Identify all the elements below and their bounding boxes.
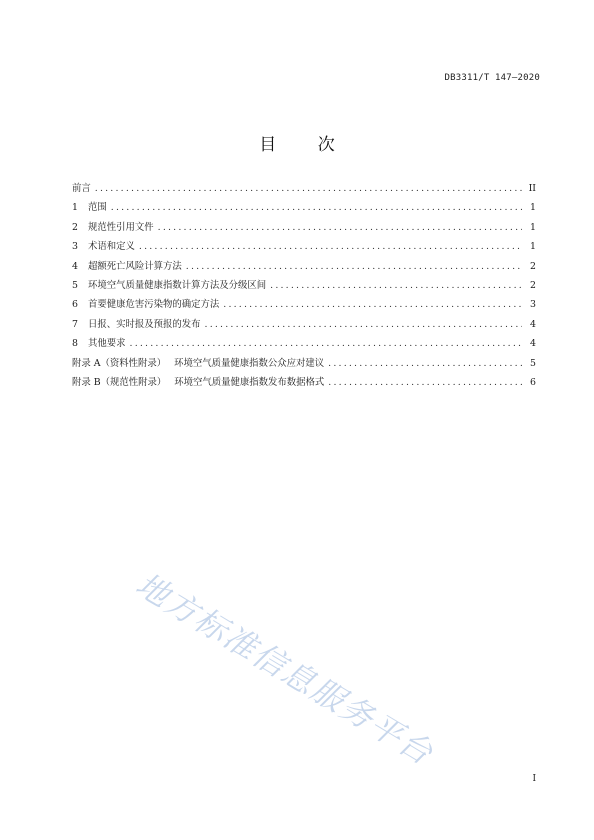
toc-entry-text: 环境空气质量健康指数发布数据格式 (174, 376, 325, 388)
toc-entry-report-release[interactable] (72, 315, 536, 334)
toc-entry-text: 环境空气质量健康指数公众应对建议 (174, 357, 325, 369)
toc-leader-dots (328, 373, 522, 392)
toc-entry-page: 6 (530, 376, 536, 388)
toc-entry-text: 首要健康危害污染物的确定方法 (88, 299, 220, 311)
toc-leader-dots (270, 276, 522, 295)
toc-entry-page: II (528, 183, 536, 194)
toc-entry-page: 4 (530, 338, 536, 350)
toc-leader-dots (223, 295, 522, 314)
toc-entry-number: 2 (72, 221, 78, 233)
toc-entry-excess-mortality[interactable] (72, 257, 536, 276)
toc-leader-dots (205, 315, 522, 334)
toc-entry-page: 1 (530, 241, 536, 253)
toc-entry-text: 术语和定义 (88, 241, 135, 253)
document-code: DB3311/T 147—2020 (444, 73, 540, 83)
toc-entry-text: 日报、实时报及预报的发布 (88, 318, 201, 330)
toc-entry-text: 超额死亡风险计算方法 (88, 260, 182, 272)
appendix-label: 附录 B（规范性附录） (72, 376, 167, 388)
toc-entry-text: 规范性引用文件 (88, 221, 154, 233)
toc-entry-page: 4 (530, 318, 536, 330)
toc-entry-number: 3 (72, 241, 78, 253)
toc-entry-aqhi-calculation[interactable] (72, 276, 536, 295)
toc-entry-primary-pollutant[interactable] (72, 295, 536, 314)
toc-leader-dots (130, 334, 522, 353)
toc-leader-dots (328, 354, 522, 373)
toc-entry-text: 前言 (72, 183, 91, 194)
toc-entry-normative-references[interactable] (72, 218, 536, 237)
toc-entry-page: 5 (530, 357, 536, 369)
toc-entry-appendix-a[interactable] (72, 354, 536, 373)
toc-entry-page: 2 (530, 260, 536, 272)
toc-entry-page: 3 (530, 299, 536, 311)
toc-entry-text: 范围 (88, 202, 107, 214)
toc-entry-page: 2 (530, 279, 536, 291)
table-of-contents (72, 179, 536, 392)
page-number: I (532, 774, 536, 784)
toc-leader-dots (95, 179, 522, 198)
toc-entry-number: 1 (72, 202, 78, 214)
toc-entry-other-requirements[interactable] (72, 334, 536, 353)
toc-leader-dots (158, 218, 522, 237)
toc-entry-page: 1 (530, 202, 536, 214)
toc-entry-number: 8 (72, 338, 78, 350)
toc-entry-number: 5 (72, 279, 78, 291)
appendix-label: 附录 A（资料性附录） (72, 357, 167, 369)
toc-leader-dots (186, 257, 522, 276)
toc-entry-text: 其他要求 (88, 338, 126, 350)
toc-entry-number: 4 (72, 260, 78, 272)
toc-entry-appendix-b[interactable] (72, 373, 536, 392)
toc-title: 目 次 (259, 135, 353, 155)
toc-leader-dots (111, 198, 522, 217)
toc-entry-terms-definitions[interactable] (72, 237, 536, 256)
watermark: 地方标准信息服务平台 (129, 565, 441, 773)
toc-entry-number: 7 (72, 318, 78, 330)
toc-entry-foreword[interactable] (72, 179, 536, 198)
toc-entry-number: 6 (72, 299, 78, 311)
toc-entry-page: 1 (530, 221, 536, 233)
toc-entry-scope[interactable] (72, 198, 536, 217)
toc-entry-text: 环境空气质量健康指数计算方法及分级区间 (88, 279, 267, 291)
toc-leader-dots (139, 237, 522, 256)
